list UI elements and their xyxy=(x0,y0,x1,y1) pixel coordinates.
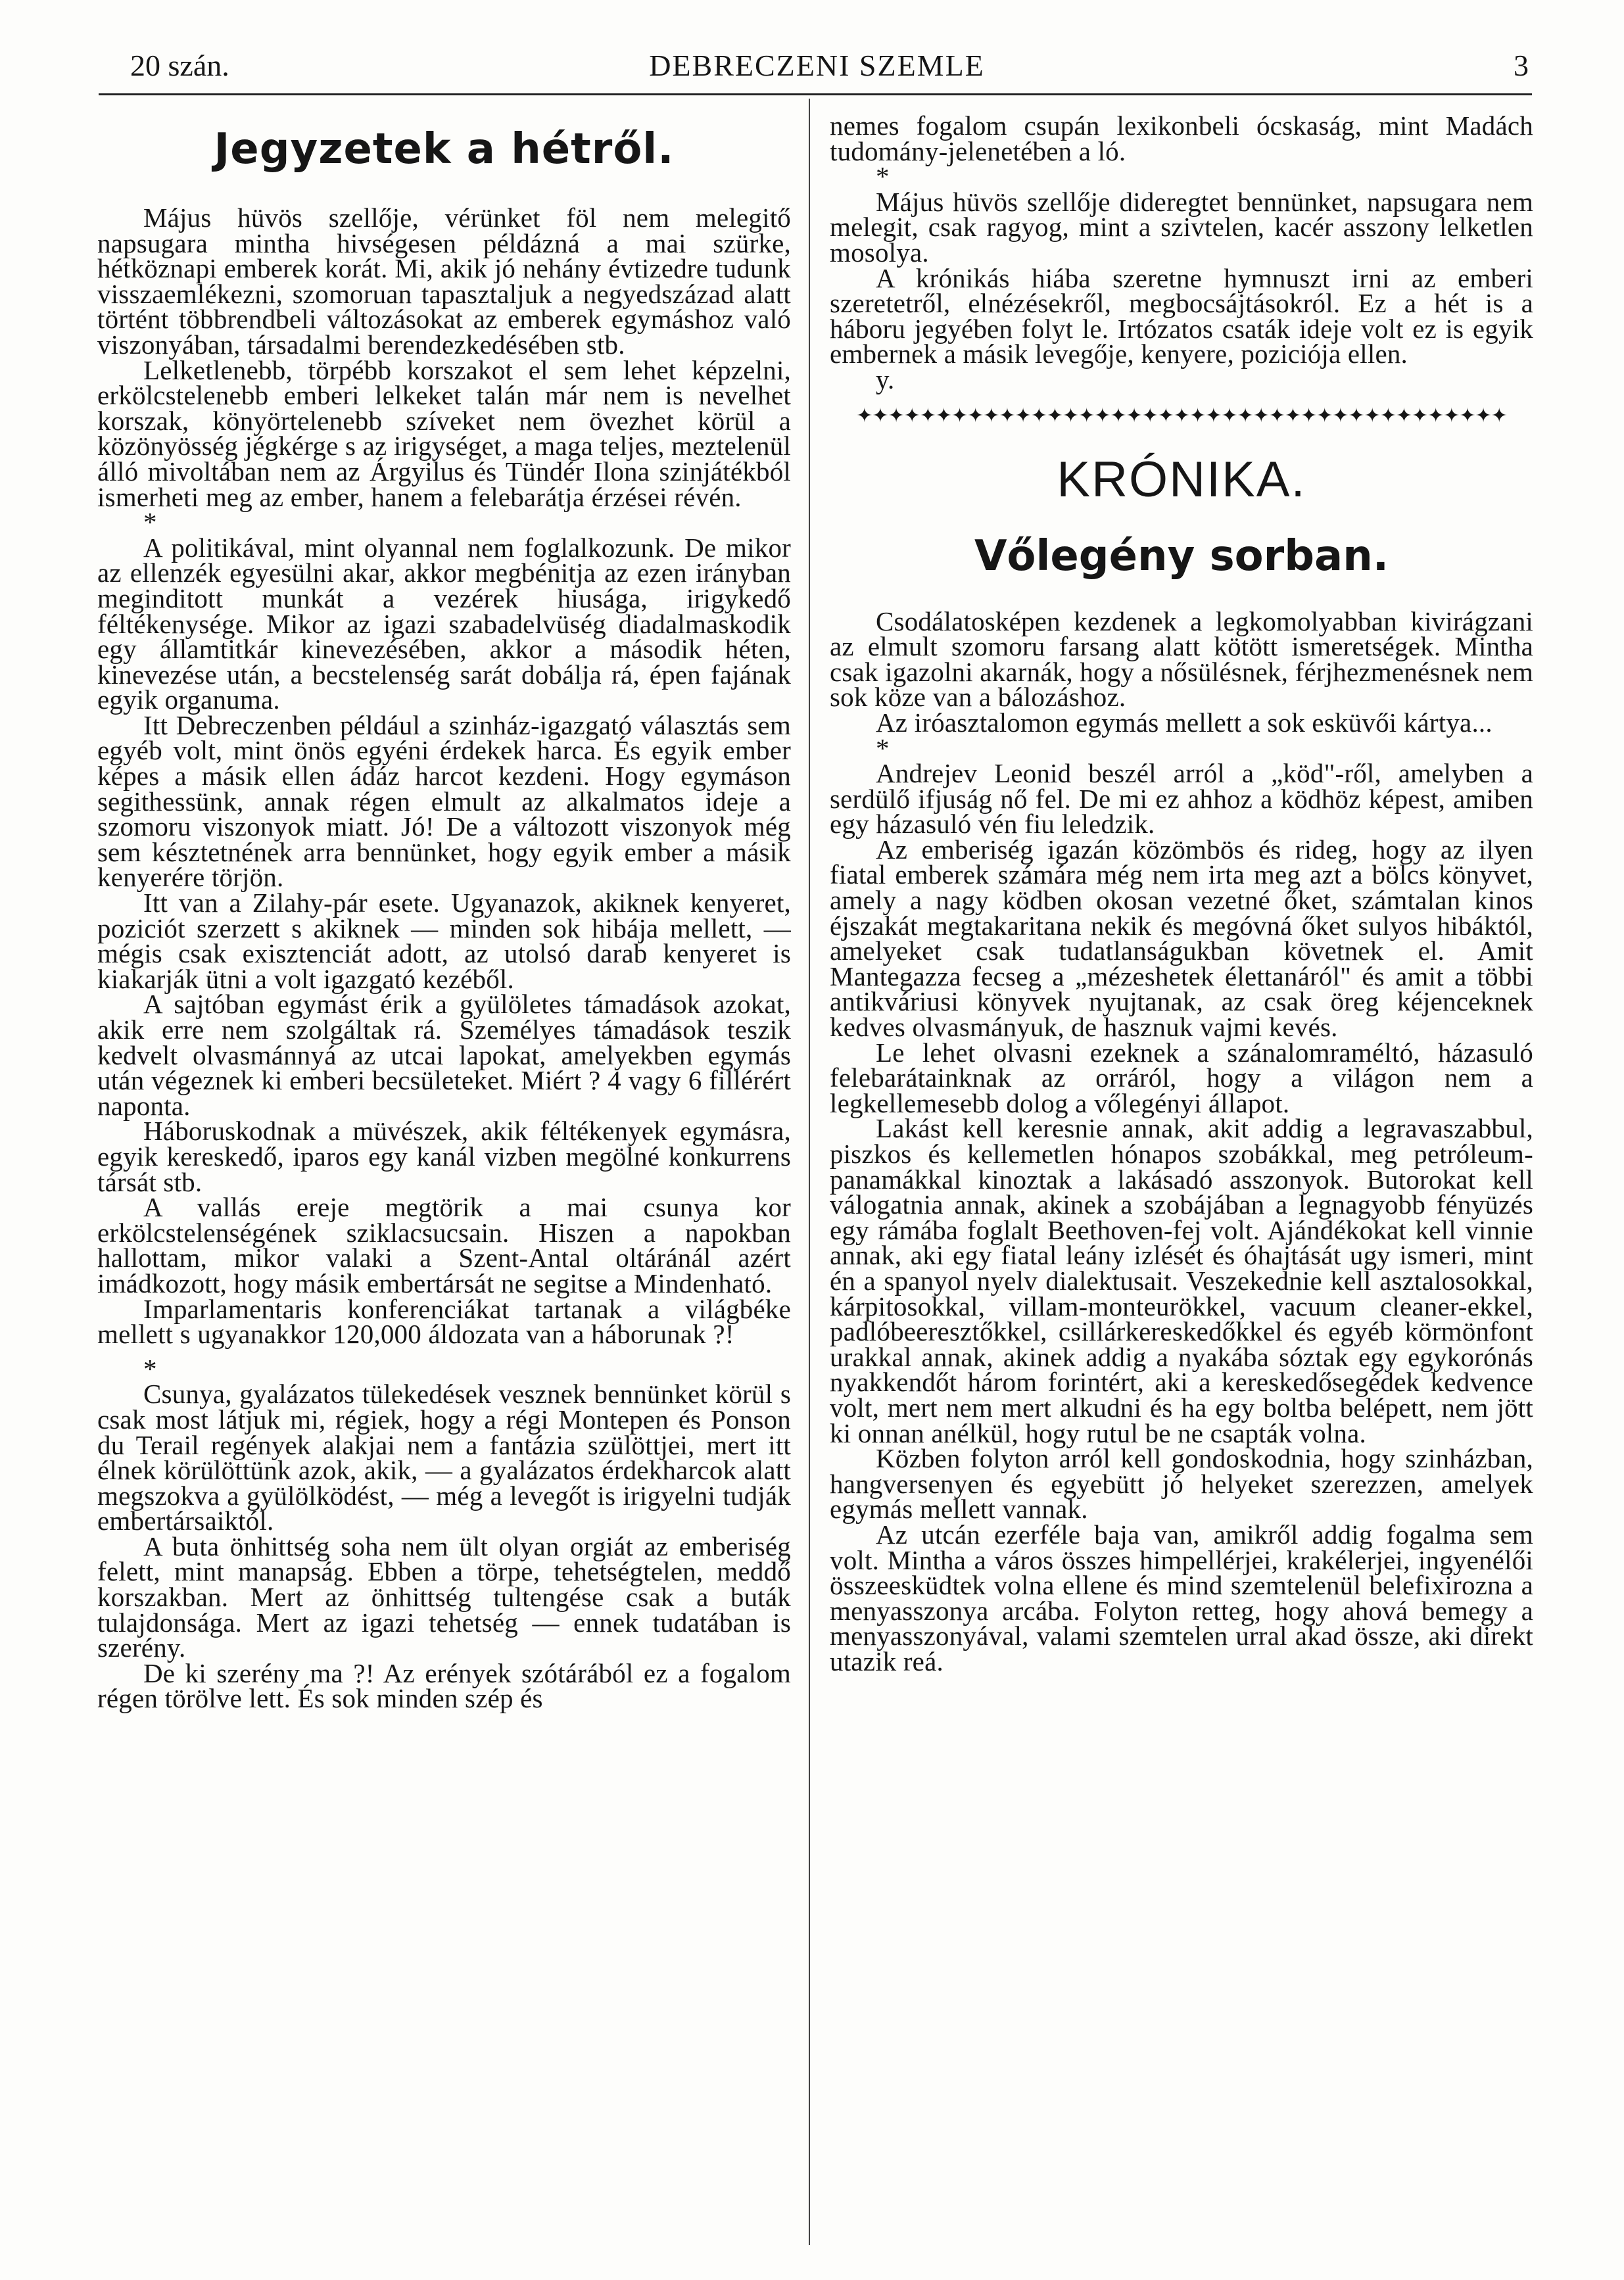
header-rule xyxy=(99,93,1532,95)
paragraph: A vallás ereje megtörik a mai csunya kor erkölcstelenségének sziklacsucsain. Hiszen a napokban hallottam, mikor valaki a Szent-Antal oltáránál azért imádkozott, hogy másik embertársát ne segitse a Mindenható. xyxy=(97,1192,791,1298)
paragraph-group xyxy=(97,1379,791,1714)
paragraph: Az iróasztalomon egymás mellett a sok esküvői kártya... xyxy=(876,707,1493,738)
issue-number: 20 szán. xyxy=(130,49,229,82)
paragraph: Az utcán ezerféle baja van, amikről addig fogalma sem volt. Mintha a város összes himpellérjei, krakélerjei, ingyenélői összeesküdtek volna ellene és mind szemtelenül belefixirozna a menyasszonya arcába. Folyton retteg, hogy ahová bemegy a menyasszonyával, valami szemtelen urral akad össze, aki direkt utazik reá. xyxy=(830,1519,1533,1676)
paragraph: Imparlamentaris konferenciákat tartanak a világbéke mellett s ugyanakkor 120,000 áldozata van a háborunak ?! xyxy=(97,1293,791,1350)
paragraph: Háboruskodnak a müvészek, akik féltékenyek egymásra, egyik kereskedő, iparos egy kanál vizben megölné konkurrens társát stb. xyxy=(97,1116,791,1197)
paragraph: Le lehet olvasni ezeknek a szánalomraméltó, házasuló felebarátainknak az orráról, hogy a világon nem a legkellemesebb dolog a vőlegényi állapot. xyxy=(830,1037,1533,1118)
paragraph: Lelketlenebb, törpébb korszakot el sem lehet képzelni, erkölcstelenebb emberi lelkeket talán már nem is nevelhet korszak, könyörtelenebb szíveket nem övezhet körül a közönyösség jégkérge s az irigységet, a maga teljes, meztelenül álló mivoltában nem az Árgyilus és Tündér Ilona szinjátékból ismerheti meg az ember, hanem a felebarátja érzései révén. xyxy=(97,354,791,512)
paragraph: De ki szerény ma ?! Az erények szótárából ez a fogalom régen törölve lett. És sok minden szép és xyxy=(97,1657,791,1714)
page-header xyxy=(99,36,1535,95)
signature: y. xyxy=(876,364,895,394)
article-title: Jegyzetek a hétről. xyxy=(214,125,675,174)
paragraph: Lakást kell keresnie annak, akit addig a legravaszabbul, piszkos és kellemetlen hónapos szobákkal, meg petróleum-panamákkal kinoztak a lakásadó asszonyok. Butorokat kell válogatnia annak, akinek a szobájában a legnagyobb fényüzés egy rámába foglalt Beethoven-fej volt. Ajándékokat kell vinnie annak, aki egy fiatal leány izlését és óhajtását ugy ismeri, mint én a spanyol nyelv dialektusait. Veszekednie kell asztalosokkal, kárpitosokkal, villam-monteurökkel, vacuum cleaner-ekkel, padlóbeeresztőkkel, csillárkereskedőkkel és egyéb körmönfont urakkal annak, akinek addig a nyakába sóztak egy egykorónás nyakkendőt három forintért, aki a kereskedősegédek kedvence volt, mert nem mert alkudni és ha egy boltba belépett, nem jött ki onnan anélkül, hogy rutul be ne csapták volna. xyxy=(830,1113,1533,1448)
section-asterisk: * xyxy=(876,161,890,192)
paragraph: Csodálatosképen kezdenek a legkomolyabban kivirágzani az elmult szomoru farsang alatt kötött ismeretségek. Mintha csak igazolni akarnák, hogy a nősülésnek, férjhezmenésnek nem sok köze van a bálozáshoz. xyxy=(830,606,1533,713)
paragraph: Andrejev Leonid beszél arról a „köd"-ről, amelyben a serdülő ifjuság nő fel. De mi ez ahhoz a ködhöz képest, amiben egy házasuló vén fiu leledzik. xyxy=(830,758,1533,840)
ornamental-rule: ✦✦✦✦✦✦✦✦✦✦✦✦✦✦✦✦✦✦✦✦✦✦✦✦✦✦✦✦✦✦✦✦✦✦✦✦✦✦✦✦✦ xyxy=(856,404,1507,427)
section-asterisk: * xyxy=(143,507,157,538)
paragraph: A buta önhittség soha nem ült olyan orgiát az emberiség felett, mint manapság. Ebben a törpe, tehetségtelen, meddő korszakban. Mert az önhittség tultengése csak a buták tulajdonsága. Mert az igazi tehetség — ennek tudatában is szerény. xyxy=(97,1531,791,1663)
column-divider xyxy=(809,99,810,2245)
paragraph: Közben folyton arról kell gondoskodnia, hogy szinházban, hangversenyen és egyebütt jó helyeket szerezzen, amelyek egymás mellett vannak. xyxy=(830,1443,1533,1525)
page-number: 3 xyxy=(1514,49,1529,82)
article-title: Vőlegény sorban. xyxy=(974,531,1389,581)
paragraph: A sajtóban egymást érik a gyülöletes támadások azokat, akik erre nem szolgáltak rá. Személyes támadások teszik kedvelt olvasmánnyá az utcai lapokat, amelyekben egymás után végeznek ki emberi becsületeket. Miért ? 4 vagy 6 fillérért naponta. xyxy=(97,989,791,1121)
paragraph: Itt Debreczenben például a szinház-igazgató választás sem egyéb volt, mint önös egyéni érdekek harca. És egyik ember képes a másik ellen ádáz harcot kezdeni. Hogy egymáson segithessünk, annak régen elmult az alkalmatos ideje a szomoru viszonyok miatt. Jó! De a változott viszonyok még sem késztetnének arra bennünket, hogy egyik ember a másik kenyerére törjön. xyxy=(97,709,791,893)
paragraph: A krónikás hiába szeretne hymnuszt irni az emberi szeretetről, elnézésekről, megbocsájtásokról. Ez a hét is a háboru jegyében folyt le. Irtózatos csaták ideje volt ez is egyik embernek a másik levegője, kenyere, poziciója ellen. xyxy=(830,262,1533,369)
paragraph: Csunya, gyalázatos tülekedések vesznek bennünket körül s csak most látjuk mi, régiek, hogy a régi Montepen és Ponson du Terail regények alakjai nem a fantázia szülöttjei, mert itt élnek körülöttünk azok, akik, — a gyalázatos érdekharcok alatt megszokva a gyülölködést, — még a levegőt is irigyelni tudják embertársaiktól. xyxy=(97,1379,791,1536)
paragraph: Itt van a Zilahy-pár esete. Ugyanazok, akiknek kenyeret, poziciót szerzett s akiknek — minden sok hibája mellett, — mégis csak exisztenciát adott, az utolsó darab kenyeret is kiakarják ütni a volt igazgató kezéből. xyxy=(97,888,791,994)
paragraph: Május hüvös szellője, vérünket föl nem melegitő napsugara mintha hivségesen példázná a mai szürke, hétköznapi emberek korát. Mi, akik jó nehány évtizedre tudunk visszaemlékezni, szomoruan tapasztaljuk a negyedszázad alatt történt többrendbeli változásokat az emberek egymáshoz való viszonyában, társadalmi berendezkedésében stb. xyxy=(97,202,791,360)
paragraph: nemes fogalom csupán lexikonbeli ócskaság, mint Madách tudomány-jelenetében a ló. xyxy=(830,110,1533,166)
section-asterisk: * xyxy=(143,1353,157,1384)
paragraph: Május hüvös szellője dideregtet bennünket, napsugara nem melegit, csak ragyog, mint a szivtelen, kacér asszony lelketlen mosolya. xyxy=(830,186,1533,268)
paragraph-group xyxy=(97,202,791,512)
paragraph-group xyxy=(97,532,791,1350)
paragraph: A politikával, mint olyannal nem foglalkozunk. De mikor az ellenzék egyesülni akar, akkor megbénitja az ezen irányban meginditott munkát a vezérek hiusága, irigykedő féltékenysége. Mikor az igazi szabadelvüség diadalmaskodik egy államtitkár kinevezésében, akkor a második héten, kinevezése után, a becstelenség sarát dobálja rá, épen fajának egyik organuma. xyxy=(97,532,791,715)
journal-title: DEBRECZENI SZEMLE xyxy=(649,49,985,82)
section-asterisk: * xyxy=(876,732,890,763)
right-column xyxy=(830,110,1533,1676)
section-title: KRÓNIKA. xyxy=(1057,451,1306,508)
paragraph: Az emberiség igazán közömbös és rideg, hogy az ilyen fiatal emberek számára még nem irta meg azt a bölcs könyvet, amely a nagy ködben okosan vezetné őket, számtalan kinos éjszakát megtakaritana nekik és megóvná őket sulyos hibáktól, amelyeket csak tudatlanságukban követnek el. Amit Mantegazza fecseg a „mézeshetek élettanáról" és amit a többi antikváriusi könyvek nyujtanak, az csak öreg kéjenceknek kedves olvasmányuk, de hasznuk vajmi kevés. xyxy=(830,834,1533,1043)
left-column xyxy=(97,113,791,1714)
